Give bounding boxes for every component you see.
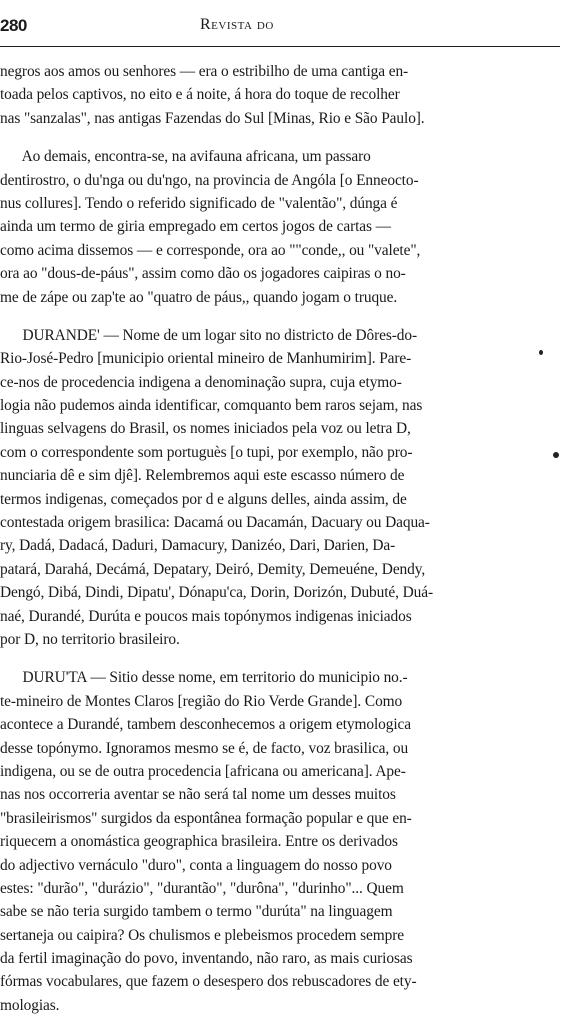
text-line: te-mineiro de Montes Claros [região do Rio Verde Grande]. Como bbox=[0, 692, 403, 710]
body-text bbox=[0, 60, 562, 1017]
margin-speck bbox=[553, 452, 559, 458]
text-line: do adjectivo vernáculo "duro", conta a linguagem do nosso povo bbox=[0, 856, 392, 874]
text-line: logia não pudemos ainda identificar, comquanto bem raros sejam, nas bbox=[0, 397, 423, 415]
text-line: patará, Darahá, Decámá, Depatary, Deiró, Demity, Demeuéne, Dendy, bbox=[0, 560, 426, 578]
text-line: por D, no territorio brasileiro. bbox=[0, 630, 180, 648]
text-line: toada pelos captivos, no eito e á noite, á hora do toque de recolher bbox=[0, 86, 400, 104]
text-line: Rio-José-Pedro [municipio oriental mineiro de Manhumirim]. Pare- bbox=[0, 350, 412, 368]
page-number: 280 bbox=[0, 16, 27, 35]
text-line: termos indigenas, começados por d e alguns delles, ainda assim, de bbox=[0, 490, 407, 508]
paragraph-gap bbox=[0, 130, 562, 145]
paragraph-gap bbox=[0, 309, 562, 324]
text-line: DURANDE' — Nome de um logar sito no districto de Dôres-do- bbox=[0, 326, 417, 344]
running-title: Revista do bbox=[200, 16, 274, 33]
text-line: da fertil imaginação do povo, inventando, não raro, as mais curiosas bbox=[0, 950, 413, 968]
margin-speck bbox=[539, 350, 543, 355]
text-line: estes: "durão", "durázio", "durantão", "durôna", "durinho"... Quem bbox=[0, 879, 404, 897]
text-line: sabe se não teria surgido tambem o termo "durúta" na linguagem bbox=[0, 903, 393, 921]
text-line: indigena, ou se de outra procedencia [africana ou americana]. Ape- bbox=[0, 762, 406, 780]
text-line: com o correspondente som portuguès [o tupi, por exemplo, não pro- bbox=[0, 443, 413, 461]
text-line: nunciaria dê e sim djê]. Relembremos aqui este escasso número de bbox=[0, 467, 405, 485]
text-line: ry, Dadá, Dadacá, Daduri, Damacury, Danizéo, Dari, Darien, Da- bbox=[0, 537, 396, 555]
text-line: naé, Durandé, Durúta e poucos mais topónymos indigenas iniciados bbox=[0, 607, 412, 625]
text-line: ce-nos de procedencia indigena a denominação supra, cuja etymo- bbox=[0, 373, 402, 391]
text-line: ainda um termo de giria empregado em certos jogos de cartas — bbox=[0, 218, 391, 236]
text-line: fórmas vocabulares, que fazem o desespero dos rebuscadores de ety- bbox=[0, 973, 417, 991]
text-line: nas "sanzalas", nas antigas Fazendas do Sul [Minas, Rio e São Paulo]. bbox=[0, 109, 425, 127]
text-line: riquecem a onomástica geographica brasileira. Entre os derivados bbox=[0, 833, 398, 851]
text-line: nas nos occorreria aventar se não será tal nome um desses muitos bbox=[0, 786, 396, 804]
page-header bbox=[0, 10, 560, 40]
paragraph bbox=[0, 60, 562, 130]
paragraph bbox=[0, 145, 562, 309]
paragraph bbox=[0, 324, 562, 651]
text-line: linguas selvagens do Brasil, os nomes iniciados pela voz ou letra D, bbox=[0, 420, 411, 438]
paragraph-gap bbox=[0, 651, 562, 666]
header-rule bbox=[0, 46, 560, 47]
paragraph bbox=[0, 666, 562, 1017]
text-line: negros aos amos ou senhores — era o estribilho de uma cantiga en- bbox=[0, 63, 409, 80]
text-line: como acima dissemos — e corresponde, ora ao ""conde,, ou "valete", bbox=[0, 241, 421, 259]
text-line: Ao demais, encontra-se, na avifauna africana, um passaro bbox=[0, 148, 371, 166]
text-line: desse topónymo. Ignoramos mesmo se é, de facto, voz brasilica, ou bbox=[0, 739, 409, 757]
text-line: ora ao "dous-de-páus", assim como dão os jogadores caipiras o no- bbox=[0, 265, 406, 283]
text-line: "brasileirismos" surgidos da espontânea formação popular e que en- bbox=[0, 809, 412, 827]
text-line: nus collures]. Tendo o referido significado de "valentão", dúnga é bbox=[0, 194, 398, 212]
text-line: sertaneja ou caipira? Os chulismos e plebeismos procedem sempre bbox=[0, 926, 404, 944]
text-line: Dengó, Dibá, Dindi, Dipatu', Dónapu'ca, Dorin, Dorizón, Dubuté, Duá- bbox=[0, 584, 434, 602]
text-line: DURU'TA — Sitio desse nome, em territorio do municipio no.- bbox=[0, 669, 408, 687]
text-line: dentirostro, o du'nga ou du'ngo, na provincia de Angóla [o Enneocto- bbox=[0, 171, 419, 189]
text-line: acontece a Durandé, tambem desconhecemos a origem etymologica bbox=[0, 716, 411, 734]
text-line: contestada origem brasilica: Dacamá ou Dacamán, Dacuary ou Daqua- bbox=[0, 514, 430, 532]
text-line: me de zápe ou zap'te ao "quatro de páus,, quando jogam o truque. bbox=[0, 288, 398, 306]
text-line: mologias. bbox=[0, 996, 60, 1014]
